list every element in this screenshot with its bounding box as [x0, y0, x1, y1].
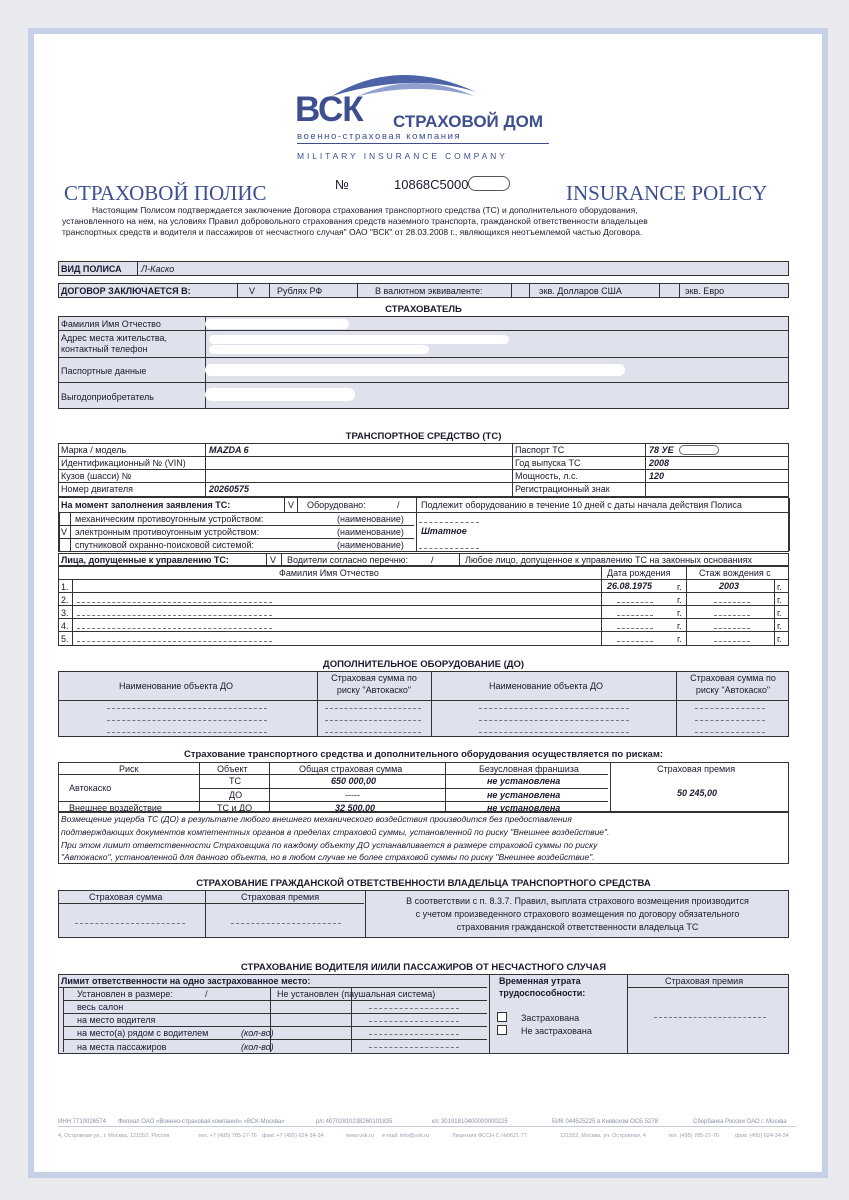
- redaction: [679, 445, 719, 455]
- footer-text: Лицензия ФССН С №0621 77: [452, 1133, 527, 1139]
- footer-text: тел. (495) 785-27-76: [668, 1133, 720, 1139]
- dogovor-row: [58, 283, 789, 298]
- title-ru: СТРАХОВОЙ ПОЛИС: [64, 181, 267, 205]
- footer-text: факс (495) 624-34-34: [735, 1133, 789, 1139]
- equip-mark: V: [288, 500, 295, 510]
- drivers-table: [58, 566, 789, 646]
- strahovatel-title: СТРАХОВАТЕЛЬ: [385, 304, 462, 315]
- year-label: Год выпуска ТС: [515, 458, 581, 468]
- do-col: Страховая сумма по: [331, 673, 417, 683]
- premium-value: 50 245,00: [677, 788, 718, 798]
- make-value: MAZDA 6: [209, 445, 249, 455]
- logo-brand: ВСК: [295, 90, 363, 129]
- policy-number: 10868C5000: [394, 177, 469, 192]
- benef-label: Выгодоприобретатель: [61, 392, 154, 402]
- note-line: подтверждающих документов компетентных органов в пределах страховой суммы, установленной по риску "Внешнее воздействие".: [61, 827, 610, 837]
- year-suffix: г.: [677, 608, 682, 618]
- pass-qty: (кол-во): [241, 1042, 274, 1052]
- dogovor-mark: V: [249, 286, 256, 296]
- driver-num: 4.: [61, 621, 69, 631]
- elec-label: электронным противоугонным устройством:: [75, 527, 260, 537]
- near-seat-label: на место(а) рядом с водителем: [77, 1028, 209, 1038]
- redaction: [209, 345, 429, 354]
- year-suffix: г.: [677, 634, 682, 644]
- go-table: [58, 890, 789, 938]
- go-title: СТРАХОВАНИЕ ГРАЖДАНСКОЙ ОТВЕТСТВЕННОСТИ ВЛАДЕЛЬЦА ТРАНСПОРТНОГО СРЕДСТВА: [196, 878, 651, 889]
- footer-text: тел. +7 (495) 785-27-76: [198, 1133, 257, 1139]
- sum-external: 32 500,00: [335, 803, 376, 813]
- h-premium: Страховая премия: [657, 764, 736, 774]
- make-label: Марка / модель: [61, 445, 127, 455]
- any-driver-label: Любое лицо, допущенное к управлению ТС на законных основаниях: [465, 555, 753, 565]
- do-col: Страховая сумма по: [690, 673, 776, 683]
- year-value: 2008: [649, 458, 670, 468]
- dogovor-usd: экв. Долларов США: [539, 286, 622, 296]
- col-dob: Дата рождения: [607, 568, 671, 578]
- obj-do: ДО: [229, 790, 243, 800]
- elec-value: Штатное: [421, 526, 467, 536]
- by-list-mark: /: [431, 555, 434, 565]
- equip-table: [58, 497, 789, 552]
- addr-label: Адрес места жительства,: [61, 333, 168, 343]
- obj-ts: ТС: [229, 776, 241, 786]
- mech-label: механическим противоугонным устройством:: [75, 514, 264, 524]
- year-suffix: г.: [677, 582, 682, 592]
- footer-text: Сбербанка России ОАО г. Москва: [693, 1119, 787, 1125]
- passport-label: Паспортные данные: [61, 366, 147, 376]
- dob-value: 26.08.1975: [607, 581, 653, 591]
- franchise-do: не установлена: [487, 790, 561, 800]
- pts-label: Паспорт ТС: [515, 445, 565, 455]
- vin-label: Идентификационный № (VIN): [61, 458, 186, 468]
- go-text: страхования гражданской ответственности владельца ТС: [456, 922, 699, 932]
- exp-value: 2003: [719, 581, 740, 591]
- footer-text: р/с 40702810238260101835: [316, 1119, 393, 1125]
- year-suffix: г.: [677, 595, 682, 605]
- driver-num: 2.: [61, 595, 69, 605]
- driver-num: 3.: [61, 608, 69, 618]
- footer-text: ИНН 7710026574: [58, 1119, 107, 1125]
- dogovor-label: ДОГОВОР ЗАКЛЮЧАЕТСЯ В:: [61, 286, 191, 296]
- equip-label: На момент заполнения заявления ТС:: [61, 500, 231, 510]
- logo-tagline: СТРАХОВОЙ ДОМ: [393, 112, 543, 131]
- intro-line: транспортных средств и водителя и пассажиров от несчастного случая" ОАО "ВСК" от 28.03.2008 г., являющихся неотъемлемой частью Договора.: [62, 227, 643, 237]
- dogovor-rub: Рублях РФ: [277, 286, 323, 296]
- note-line: Возмещение ущерба ТС (ДО) в результате любого внешнего механического воздействия производится без предоставления: [61, 814, 572, 824]
- h-franchise: Безусловная франшиза: [479, 764, 579, 774]
- footer-text: 4, Островная ул., г. Москва, 121552, Россия: [58, 1133, 170, 1139]
- kuzov-label: Кузов (шасси) №: [61, 471, 132, 481]
- reg-label: Регистрационный знак: [515, 484, 610, 494]
- vid-value: Л-Каско: [141, 264, 175, 274]
- col-fio: Фамилия Имя Отчество: [279, 568, 379, 578]
- do-col: Наименование объекта ДО: [489, 681, 604, 691]
- title-en: INSURANCE POLICY: [566, 181, 768, 205]
- redaction: [205, 319, 349, 329]
- footer-text: Филиал ОАО «Военно-страховая компания» «ВСК-Москва»: [118, 1119, 285, 1125]
- franchise-external: не установлена: [487, 803, 561, 813]
- redaction: [75, 581, 225, 590]
- driver-num: 5.: [61, 634, 69, 644]
- insured-label: Застрахована: [521, 1013, 580, 1023]
- engine-label: Номер двигателя: [61, 484, 134, 494]
- elec-mark: V: [61, 527, 68, 537]
- go-text: В соответствии с п. 8.3.7. Правил, выплата страхового возмещения производится: [406, 896, 749, 906]
- footer-text: к/с 30101810400000000225: [432, 1119, 508, 1125]
- driver-seat-label: на место водителя: [77, 1015, 156, 1025]
- pass-label: на места пассажиров: [77, 1042, 167, 1052]
- phone-label: контактный телефон: [61, 344, 148, 354]
- redaction: [205, 364, 625, 376]
- do-table: [58, 671, 789, 737]
- logo-english: MILITARY INSURANCE COMPANY: [297, 151, 508, 161]
- not-insured-label: Не застрахована: [521, 1026, 592, 1036]
- col-exp: Стаж вождения с: [699, 568, 771, 578]
- ns-table: [58, 974, 789, 1054]
- year-suffix: г.: [777, 621, 782, 631]
- sum-ts: 650 000,00: [331, 776, 377, 786]
- not-insured-checkbox[interactable]: [497, 1025, 507, 1035]
- number-label: №: [335, 177, 349, 192]
- risks-title: Страхование транспортного средства и дополнительного оборудования осуществляется по рискам:: [183, 749, 664, 760]
- power-label: Мощность, л.с.: [515, 471, 579, 481]
- redaction: [205, 388, 355, 401]
- podlezhit-label: Подлежит оборудованию в течение 10 дней с даты начала действия Полиса: [421, 500, 742, 510]
- go-sum-label: Страховая сумма: [89, 892, 163, 902]
- vid-label: ВИД ПОЛИСА: [61, 264, 122, 274]
- drivers-mark: V: [270, 555, 277, 565]
- year-suffix: г.: [777, 608, 782, 618]
- risk-external: Внешнее воздействие: [69, 803, 162, 813]
- go-prem-label: Страховая премия: [241, 892, 320, 902]
- drivers-row: [58, 553, 789, 566]
- note-line: "Автокаско", установленной для данного объекта, но в любом случае не более страховой суммы по риску "Внешнее воздействие".: [61, 852, 595, 862]
- naim-label: (наименование): [337, 527, 404, 537]
- temp-label: Временная утрата: [499, 976, 581, 986]
- temp-label: трудоспособности:: [499, 988, 586, 998]
- footer-text: e-mail: info@vsk.ru: [382, 1133, 430, 1139]
- insured-checkbox[interactable]: [497, 1012, 507, 1022]
- ts-title: ТРАНСПОРТНОЕ СРЕДСТВО (ТС): [345, 431, 502, 442]
- h-sum: Общая страховая сумма: [299, 764, 403, 774]
- note-line: При этом лимит ответственности Страховщика по каждому объекту ДО устанавливается в размере страховой суммы по риску: [61, 840, 598, 850]
- vid-polisa-row: [58, 261, 789, 276]
- sat-label: спутниковой охранно-поисковой системой:: [75, 540, 255, 550]
- dogovor-eur: экв. Евро: [685, 286, 725, 296]
- fio-label: Фамилия Имя Отчество: [61, 319, 161, 329]
- redaction: [209, 471, 309, 481]
- sum-do: -----: [345, 790, 360, 800]
- go-text: с учетом произведенного страхового возмещения по договору обязательного: [415, 909, 740, 919]
- year-suffix: г.: [777, 634, 782, 644]
- franchise-ts: не установлена: [487, 776, 561, 786]
- salon-label: весь салон: [77, 1002, 124, 1012]
- risk-autocasco: Автокаско: [69, 783, 112, 793]
- logo-rule: [297, 143, 549, 144]
- do-col: риску "Автокаско": [695, 685, 771, 695]
- intro-line: Настоящим Полисом подтверждается заключение Договора страхования транспортного средства (ТС) и дополнительного оборудования,: [92, 205, 638, 215]
- h-risk: Риск: [119, 764, 139, 774]
- do-col: риску "Автокаско": [336, 685, 412, 695]
- logo-subtitle: военно-страховая компания: [297, 131, 462, 142]
- do-title: ДОПОЛНИТЕЛЬНОЕ ОБОРУДОВАНИЕ (ДО): [322, 659, 525, 670]
- risks-table: [58, 762, 789, 812]
- footer-text: БИК 044525225 в Киевском ОСБ 5278: [552, 1119, 659, 1125]
- oborud-mark: /: [397, 500, 400, 510]
- year-suffix: г.: [677, 621, 682, 631]
- dogovor-val: В валютном эквиваленте:: [375, 286, 483, 296]
- risks-note: [58, 812, 789, 864]
- by-list-label: Водители согласно перечню:: [287, 555, 409, 565]
- redaction: [209, 335, 509, 344]
- drivers-label: Лица, допущенные к управлению ТС:: [61, 555, 229, 565]
- near-qty: (кол-во): [241, 1028, 274, 1038]
- engine-value: 20260575: [209, 484, 250, 494]
- do-col: Наименование объекта ДО: [119, 681, 234, 691]
- redaction: [209, 458, 321, 468]
- year-suffix: г.: [777, 582, 782, 592]
- power-value: 120: [649, 471, 665, 481]
- footer-text: 121552, Москва, ул. Островная, 4: [560, 1133, 646, 1139]
- naim-label: (наименование): [337, 514, 404, 524]
- ustan-mark: /: [205, 989, 208, 999]
- obj-tsdo: ТС и ДО: [217, 803, 253, 813]
- ns-title: СТРАХОВАНИЕ ВОДИТЕЛЯ И/ИЛИ ПАССАЖИРОВ ОТ НЕСЧАСТНОГО СЛУЧАЯ: [240, 962, 607, 973]
- redaction: [468, 176, 510, 191]
- naim-label: (наименование): [337, 540, 404, 550]
- ts-table: [58, 443, 789, 497]
- year-suffix: г.: [777, 595, 782, 605]
- footer-text: www.vsk.ru: [346, 1133, 374, 1139]
- redaction: [649, 484, 715, 494]
- intro-line: установленного на нем, на условиях Правил добровольного страхования средств наземного транспорта, гражданской ответственности владельцев: [62, 216, 648, 226]
- driver-num: 1.: [61, 582, 69, 592]
- ns-prem-label: Страховая премия: [665, 976, 744, 986]
- limit-label: Лимит ответственности на одно застрахованное место:: [61, 976, 311, 986]
- oborud-label: Оборудовано:: [307, 500, 366, 510]
- ustan-label: Установлен в размере:: [77, 989, 173, 999]
- ne-ustan-label: Не установлен (паушальная система): [277, 989, 436, 999]
- pts-value: 78 УЕ: [649, 445, 674, 455]
- footer-text: факс +7 (495) 624-34-34: [262, 1133, 324, 1139]
- strahovatel-table: [58, 316, 789, 409]
- h-object: Объект: [217, 764, 248, 774]
